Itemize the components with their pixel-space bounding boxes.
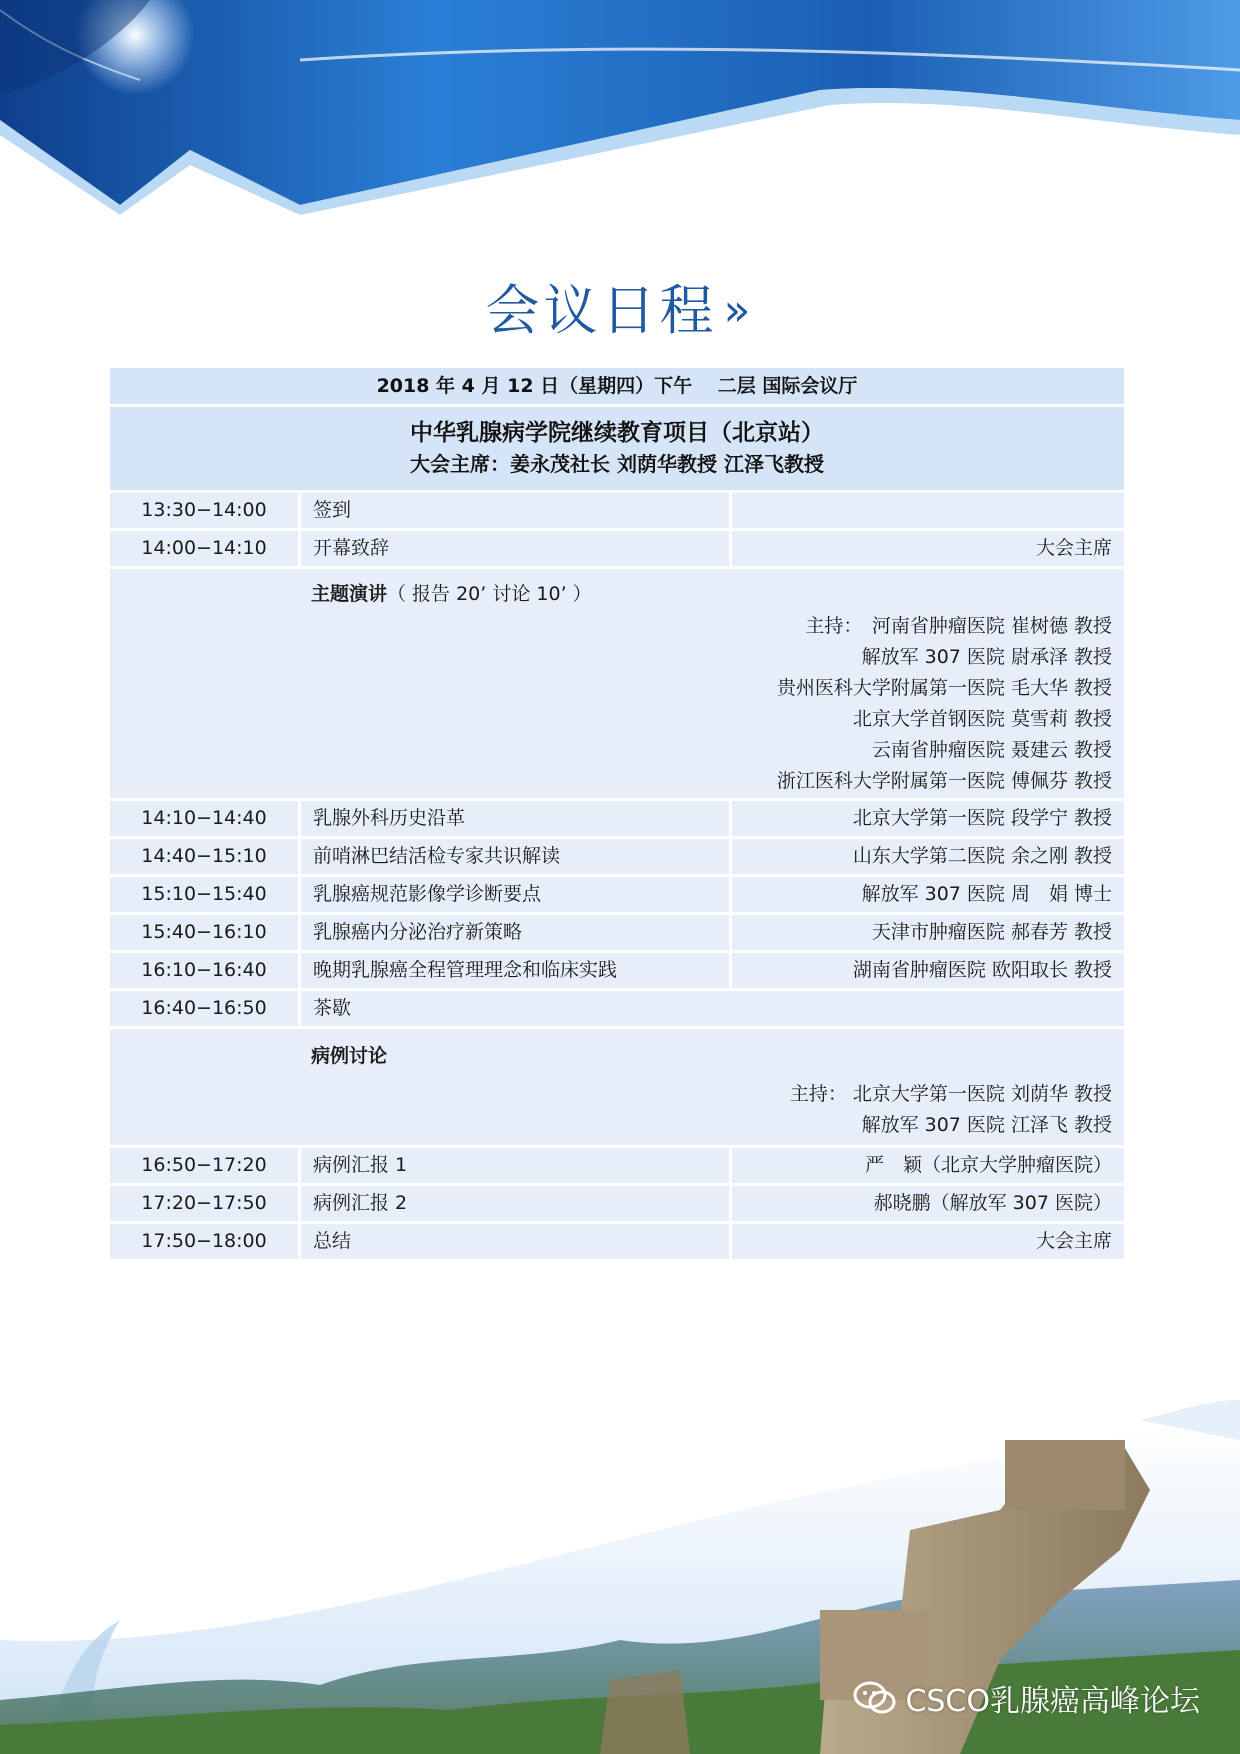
table-row xyxy=(110,1224,1124,1259)
case-discussion-heading xyxy=(110,1029,1124,1079)
case-discussion-moderators xyxy=(110,1079,1124,1145)
topic-cell: 乳腺癌规范影像学诊断要点 xyxy=(301,877,729,912)
speaker-cell: 郝晓鹏（解放军 307 医院） xyxy=(732,1186,1124,1221)
speaker-cell: 湖南省肿瘤医院 欧阳取长 教授 xyxy=(732,953,1124,988)
moderator-line: 北京大学首钢医院 莫雪莉 教授 xyxy=(852,708,1112,730)
speaker-cell xyxy=(732,493,1124,528)
case-discussion-block xyxy=(110,1029,1124,1145)
topic-cell: 茶歇 xyxy=(301,991,1124,1026)
time-cell: 16:10−16:40 xyxy=(110,953,298,988)
topic-cell: 病例汇报 2 xyxy=(301,1186,729,1221)
time-cell: 16:50−17:20 xyxy=(110,1148,298,1183)
table-row xyxy=(110,877,1124,912)
speaker-cell: 大会主席 xyxy=(732,1224,1124,1259)
moderator-line: 云南省肿瘤医院 聂建云 教授 xyxy=(871,739,1112,761)
keynote-note: （ 报告 20’ 讨论 10’ ） xyxy=(387,583,592,605)
topic-cell: 病例汇报 1 xyxy=(301,1148,729,1183)
topic-cell: 签到 xyxy=(301,493,729,528)
speaker-cell: 山东大学第二医院 余之刚 教授 xyxy=(732,839,1124,874)
moderator-line: 解放军 307 医院 江泽飞 教授 xyxy=(861,1114,1112,1136)
table-row xyxy=(110,991,1124,1026)
time-cell: 14:00−14:10 xyxy=(110,531,298,566)
speaker-cell: 北京大学第一医院 段学宁 教授 xyxy=(732,801,1124,836)
header-banner xyxy=(0,0,1240,230)
topic-cell: 乳腺外科历史沿革 xyxy=(301,801,729,836)
page-title xyxy=(0,268,1240,345)
date-header: 2018 年 4 月 12 日（星期四）下午 二层 国际会议厅 xyxy=(110,368,1124,404)
topic-cell: 前哨淋巴结活检专家共识解读 xyxy=(301,839,729,874)
topic-cell: 晚期乳腺癌全程管理理念和临床实践 xyxy=(301,953,729,988)
time-cell: 15:10−15:40 xyxy=(110,877,298,912)
conference-chairs: 大会主席：姜永茂社长 刘荫华教授 江泽飞教授 xyxy=(410,452,824,476)
moderator-line: 主持： 河南省肿瘤医院 崔树德 教授 xyxy=(805,615,1112,637)
table-row xyxy=(110,839,1124,874)
speaker-cell: 严 颖（北京大学肿瘤医院） xyxy=(732,1148,1124,1183)
moderator-line: 浙江医科大学附属第一医院 傅佩芬 教授 xyxy=(776,770,1112,792)
footer-banner xyxy=(0,1400,1240,1754)
moderator-line: 主持： 北京大学第一医院 刘荫华 教授 xyxy=(789,1083,1112,1105)
conference-header xyxy=(110,407,1124,490)
time-cell: 15:40−16:10 xyxy=(110,915,298,950)
wechat-icon xyxy=(853,1681,897,1715)
moderator-line: 解放军 307 医院 尉承泽 教授 xyxy=(861,646,1112,668)
conference-name: 中华乳腺病学院继续教育项目（北京站） xyxy=(410,420,824,446)
table-row xyxy=(110,801,1124,836)
speaker-cell: 解放军 307 医院 周 娟 博士 xyxy=(732,877,1124,912)
page-title-text: 会议日程 xyxy=(485,279,718,342)
topic-cell: 开幕致辞 xyxy=(301,531,729,566)
time-cell: 17:20−17:50 xyxy=(110,1186,298,1221)
time-cell: 16:40−16:50 xyxy=(110,991,298,1026)
table-row xyxy=(110,1148,1124,1183)
topic-cell: 总结 xyxy=(301,1224,729,1259)
table-row xyxy=(110,531,1124,566)
keynote-moderators xyxy=(110,611,1124,801)
speaker-cell: 天津市肿瘤医院 郝春芳 教授 xyxy=(732,915,1124,950)
speaker-cell: 大会主席 xyxy=(732,531,1124,566)
table-row xyxy=(110,915,1124,950)
case-discussion-label: 病例讨论 xyxy=(311,1045,388,1067)
table-row xyxy=(110,493,1124,528)
keynote-label: 主题演讲 xyxy=(311,583,388,605)
topic-cell: 乳腺癌内分泌治疗新策略 xyxy=(301,915,729,950)
time-cell: 13:30−14:00 xyxy=(110,493,298,528)
time-cell: 14:10−14:40 xyxy=(110,801,298,836)
table-row xyxy=(110,1186,1124,1221)
title-arrows-icon: » xyxy=(723,285,755,336)
keynote-block xyxy=(110,569,1124,798)
moderator-line: 贵州医科大学附属第一医院 毛大华 教授 xyxy=(776,677,1112,699)
time-cell: 14:40−15:10 xyxy=(110,839,298,874)
schedule-table xyxy=(110,368,1124,1262)
header-wave-graphic xyxy=(0,0,1240,230)
keynote-heading xyxy=(110,569,1124,611)
watermark xyxy=(853,1676,1200,1720)
table-row xyxy=(110,953,1124,988)
watermark-text: CSCO乳腺癌高峰论坛 xyxy=(905,1684,1200,1719)
time-cell: 17:50−18:00 xyxy=(110,1224,298,1259)
